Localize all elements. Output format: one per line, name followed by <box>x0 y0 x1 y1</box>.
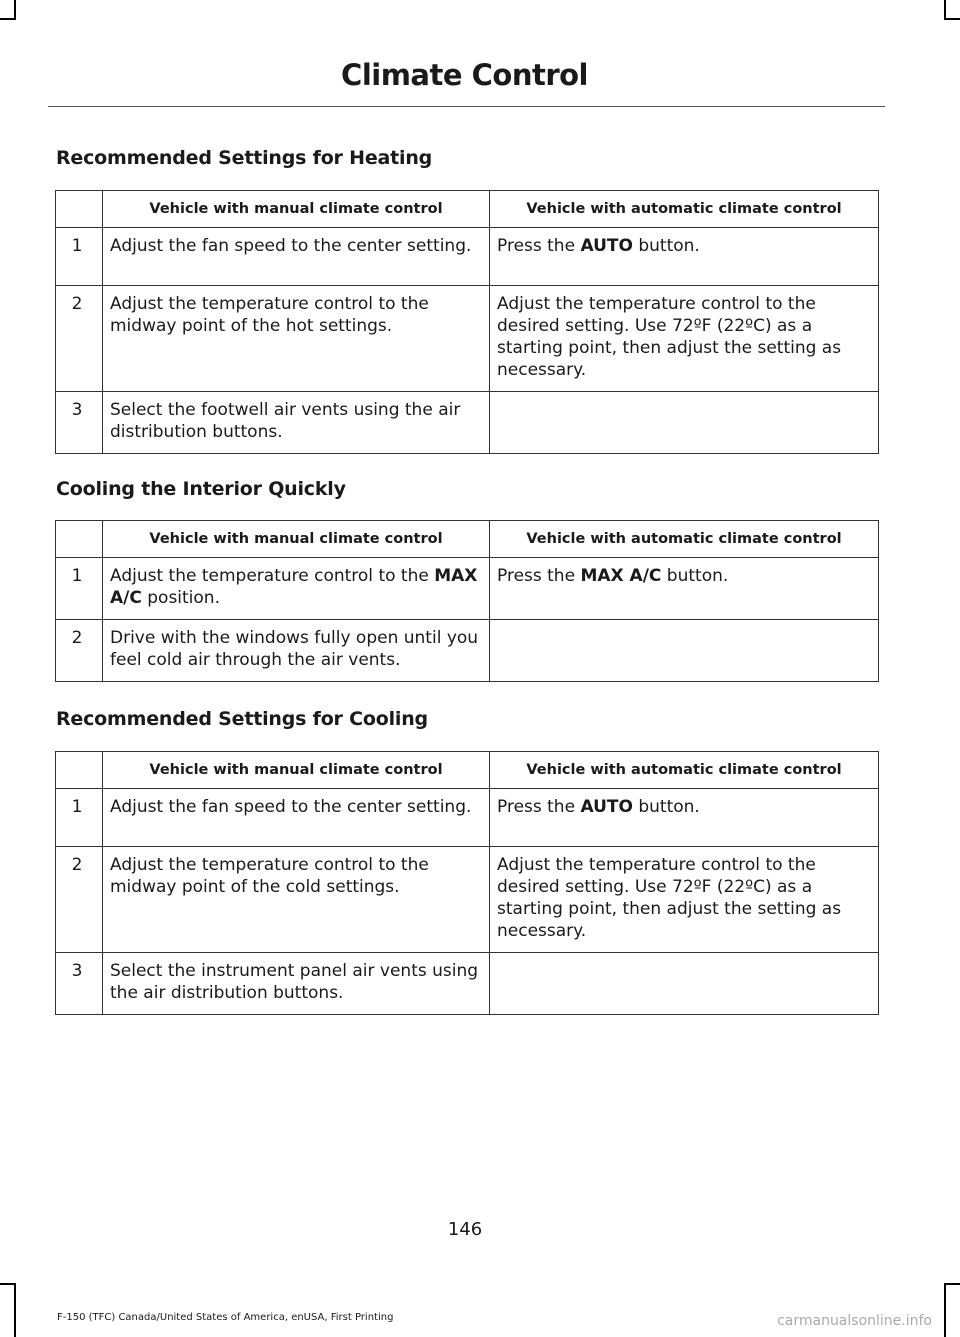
column-header-manual: Vehicle with manual climate control <box>103 521 490 558</box>
manual-cell: Adjust the temperature control to the midway point of the cold settings. <box>103 847 490 953</box>
auto-cell: Adjust the temperature control to the desired setting. Use 72ºF (22ºC) as a starting point, then adjust the setting as necessary. <box>490 847 879 953</box>
crop-mark <box>944 0 946 20</box>
crop-mark <box>0 1283 16 1285</box>
auto-cell <box>490 228 879 286</box>
watermark: carmanualsonline.info <box>777 1313 932 1329</box>
auto-text: Press the <box>497 566 581 586</box>
row-number: 2 <box>56 286 103 392</box>
table-row <box>56 286 879 392</box>
crop-mark <box>944 18 960 20</box>
auto-text: button. <box>632 797 700 817</box>
manual-cell: Adjust the temperature control to the midway point of the hot settings. <box>103 286 490 392</box>
row-number: 1 <box>56 789 103 847</box>
header-empty <box>56 521 103 558</box>
crop-mark <box>14 1283 16 1337</box>
row-number: 1 <box>56 228 103 286</box>
table-row <box>56 558 879 620</box>
row-number: 1 <box>56 558 103 620</box>
manual-keyword: MAX A/C <box>110 566 478 608</box>
auto-keyword: MAX A/C <box>580 566 662 586</box>
auto-text: button. <box>632 236 700 256</box>
manual-cell: Adjust the fan speed to the center setting. <box>103 228 490 286</box>
row-number: 3 <box>56 392 103 454</box>
auto-text: button. <box>661 566 729 586</box>
column-header-manual: Vehicle with manual climate control <box>103 191 490 228</box>
column-header-manual: Vehicle with manual climate control <box>103 752 490 789</box>
manual-cell: Drive with the windows fully open until you feel cold air through the air vents. <box>103 620 490 682</box>
manual-cell: Adjust the fan speed to the center setting. <box>103 789 490 847</box>
auto-text: Press the <box>497 236 581 256</box>
column-header-auto: Vehicle with automatic climate control <box>490 752 879 789</box>
section-title-cooling-quickly: Cooling the Interior Quickly <box>56 478 346 500</box>
cooling-table <box>55 751 879 1015</box>
section-title-heating: Recommended Settings for Heating <box>56 147 433 169</box>
row-number: 2 <box>56 620 103 682</box>
table-header-row <box>56 191 879 228</box>
table-row <box>56 789 879 847</box>
crop-mark <box>944 1283 946 1337</box>
manual-text: position. <box>141 588 220 608</box>
table-row <box>56 392 879 454</box>
row-number: 3 <box>56 953 103 1015</box>
crop-mark <box>0 18 16 20</box>
auto-cell <box>490 620 879 682</box>
header-empty <box>56 752 103 789</box>
table-row <box>56 620 879 682</box>
table-header-row <box>56 752 879 789</box>
auto-keyword: AUTO <box>580 797 633 817</box>
auto-keyword: AUTO <box>580 236 633 256</box>
table-row <box>56 228 879 286</box>
auto-cell <box>490 789 879 847</box>
row-number: 2 <box>56 847 103 953</box>
header-divider <box>48 106 885 107</box>
auto-cell <box>490 953 879 1015</box>
table-header-row <box>56 521 879 558</box>
page-number: 146 <box>447 1219 483 1240</box>
auto-text: Press the <box>497 797 581 817</box>
column-header-auto: Vehicle with automatic climate control <box>490 521 879 558</box>
table-row <box>56 847 879 953</box>
manual-cell <box>103 558 490 620</box>
auto-cell <box>490 558 879 620</box>
auto-cell: Adjust the temperature control to the desired setting. Use 72ºF (22ºC) as a starting point, then adjust the setting as necessary. <box>490 286 879 392</box>
header-empty <box>56 191 103 228</box>
manual-cell: Select the footwell air vents using the air distribution buttons. <box>103 392 490 454</box>
column-header-auto: Vehicle with automatic climate control <box>490 191 879 228</box>
section-title-cooling: Recommended Settings for Cooling <box>56 708 428 730</box>
crop-mark <box>944 1283 960 1285</box>
crop-mark <box>14 0 16 20</box>
auto-cell <box>490 392 879 454</box>
manual-cell: Select the instrument panel air vents using the air distribution buttons. <box>103 953 490 1015</box>
manual-text: Adjust the temperature control to the <box>110 566 435 586</box>
edition-footer: F-150 (TFC) Canada/United States of America, enUSA, First Printing <box>57 1312 394 1323</box>
table-row <box>56 953 879 1015</box>
cooling-quickly-table <box>55 520 879 682</box>
heating-table <box>55 190 879 454</box>
page-title: Climate Control <box>341 58 588 92</box>
